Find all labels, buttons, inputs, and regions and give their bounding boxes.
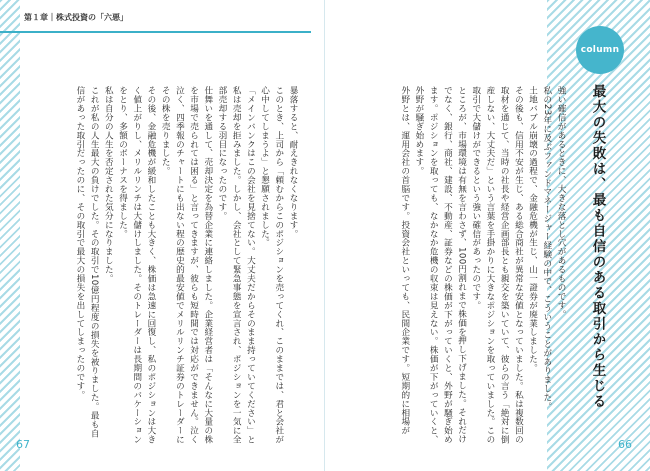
paragraph: これが私の人生最大の負けでした。その取引で10億円程度の損失を被りました。最も自信があった取引だったのに、その取引で最大の損失を出してしまったのです。	[74, 86, 100, 438]
page-divider	[324, 0, 325, 471]
paragraph: ところが、市場環境は有無を言わさず、100円割れまで株価を押し下げました。それだけでなく、銀行、商社、建設、不動産、証券などの株価が下がっていくと、外野が騒ぎ始めます。ポジションを取っても、なかなか危機の収束は見えない。株価が下がっていくと、外野が騒ぎ始めます。	[413, 86, 467, 444]
paragraph: 外野とは、運用会社の首脳です。投資会社といっても、民間企業です。短期的に相場が	[399, 86, 410, 436]
paragraph: その後も、信用不安が生じ、ある総合商社が異常な安値となっていました。私は複数回の取材を通じて、当時の社長や経営企画部長とも親交を築いていて、彼らの言う「絶対に倒産しない、大丈夫だ」という言葉を手掛かりに大きなポジションを取っていました。この取引で大儲けができるという強い確信があったのです。	[470, 86, 524, 444]
paragraph: 私の23年に及ぶファンドマネージャー経験の中で、こういうことがありました。	[541, 86, 552, 411]
paragraph: 仕舞いを通して、売却決定を為替企業に連絡しました。企業経営者は「そんなに大量の株を市場で売られては困る」と言ってきますが、彼らも短時間では対応ができません。泣く泣く、四季報のチャートにも出ない程の歴史的最安値でメリルリンチ証券のトレーダーにその株を売りました。	[160, 86, 213, 444]
paragraph: このとき、上司から「頼むからこのポジションを売ってくれ、このままでは、君と会社が心中してしまうよ」と懇願されました。	[259, 86, 284, 444]
page-number-left: 67	[16, 438, 30, 451]
body-text-right-page	[346, 86, 568, 446]
paragraph: 暴落すると、耐えきれなくなります。	[288, 86, 298, 239]
paragraph: その後、金融危機が緩和したことも大きく、株価は急速に回復し、私のポジションは大きく値上がりし、メリルリンチは大儲けしました。そのトレーダーは長期間のバケーションをとり、多額のボーナスを得ました。	[117, 86, 156, 444]
page-number-right: 66	[618, 438, 632, 451]
paragraph: 土地バブル崩壊の過程で、金融危機が生じ、山一證券が廃業しました。	[527, 86, 538, 373]
paragraph: 「メインバンクはこの会社を見捨てない。大丈夫だからそのまま持っていてください」と私は売却を拒みました。しかし、会社として緊急事態を宣言され、ポジションを一気に全部売却する羽目になったのです。	[216, 86, 256, 444]
paragraph: 私は自分の人生を否定された気分になりました。	[103, 86, 114, 283]
column-title: 最大の失敗は、最も自信のある取引から生じる	[589, 84, 606, 410]
chapter-header: 第１章｜株式投資の「六悪」	[24, 13, 128, 22]
body-text-left-page	[16, 86, 300, 446]
paragraph: 強い確信があるときに、大きな落とし穴があるものです。	[556, 86, 566, 319]
header-rule	[0, 31, 311, 33]
column-badge: column	[576, 26, 624, 74]
